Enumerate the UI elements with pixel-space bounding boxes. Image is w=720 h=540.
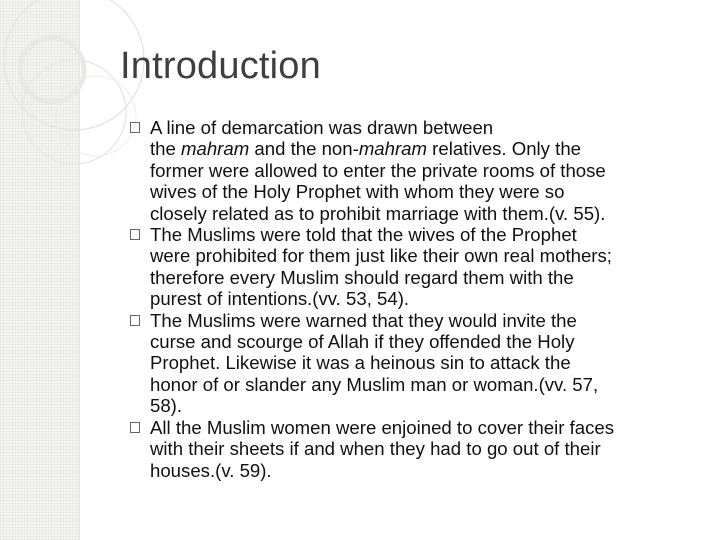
text-run: All the Muslim women were enjoined to cover their faces — [150, 416, 615, 438]
text-run: with their sheets if and when they had to go out of their — [150, 438, 601, 460]
italic-term: mahram — [358, 138, 428, 160]
bullet-line — [150, 117, 705, 138]
text-run: therefore every Muslim should regard them with the — [150, 266, 574, 288]
text-run: The Muslims were told that the wives of the Prophet — [150, 224, 577, 246]
bullet-line — [150, 181, 705, 202]
text-run: honor of or slander any Muslim man or woman.(vv. 57, — [150, 373, 599, 395]
text-run: A line of demarcation was drawn between — [150, 117, 494, 138]
bullet-marker-icon — [130, 122, 140, 133]
bullet-line — [150, 160, 705, 181]
text-run: were prohibited for them just like their own real mothers; — [150, 245, 612, 267]
bullet-line — [150, 288, 705, 309]
text-run: the — [150, 138, 182, 160]
bullet-list — [130, 117, 705, 481]
text-run: purest of intentions.(vv. 53, 54). — [150, 288, 410, 310]
bullet-marker-icon — [130, 422, 140, 433]
bullet-line — [150, 310, 705, 331]
bullet-line — [150, 203, 705, 224]
text-run: wives of the Holy Prophet with whom they were so — [150, 181, 565, 203]
bullet-line — [150, 352, 705, 373]
slide-title: Introduction — [120, 45, 321, 87]
text-run: houses.(v. 59). — [150, 459, 272, 481]
text-run: The Muslims were warned that they would invite the — [150, 309, 577, 331]
bullet-item — [130, 417, 705, 481]
bullet-item — [130, 224, 705, 310]
italic-term: mahram — [181, 138, 250, 160]
bullet-line — [150, 460, 705, 481]
decorative-side-band — [0, 0, 79, 540]
bullet-line — [150, 245, 705, 266]
bullet-line — [150, 267, 705, 288]
bullet-item — [130, 117, 705, 224]
text-run: former were allowed to enter the private rooms of those — [150, 159, 606, 181]
text-run: closely related as to prohibit marriage with them.(v. 55). — [150, 202, 606, 224]
bullet-line — [150, 417, 705, 438]
bullet-line — [150, 138, 705, 159]
text-run: curse and scourge of Allah if they offended the Holy — [150, 331, 575, 353]
side-band-edge — [79, 0, 80, 540]
bullet-line — [150, 224, 705, 245]
bullet-line — [150, 331, 705, 352]
bullet-marker-icon — [130, 229, 140, 240]
text-run: Prophet. Likewise it was a heinous sin to attack the — [150, 352, 571, 374]
text-run: 58). — [150, 395, 183, 417]
bullet-item — [130, 310, 705, 417]
bullet-marker-icon — [130, 315, 140, 326]
bullet-line — [150, 374, 705, 395]
text-run: and the non- — [249, 138, 359, 160]
bullet-line — [150, 395, 705, 416]
text-run: relatives. Only the — [427, 138, 581, 160]
bullet-line — [150, 438, 705, 459]
